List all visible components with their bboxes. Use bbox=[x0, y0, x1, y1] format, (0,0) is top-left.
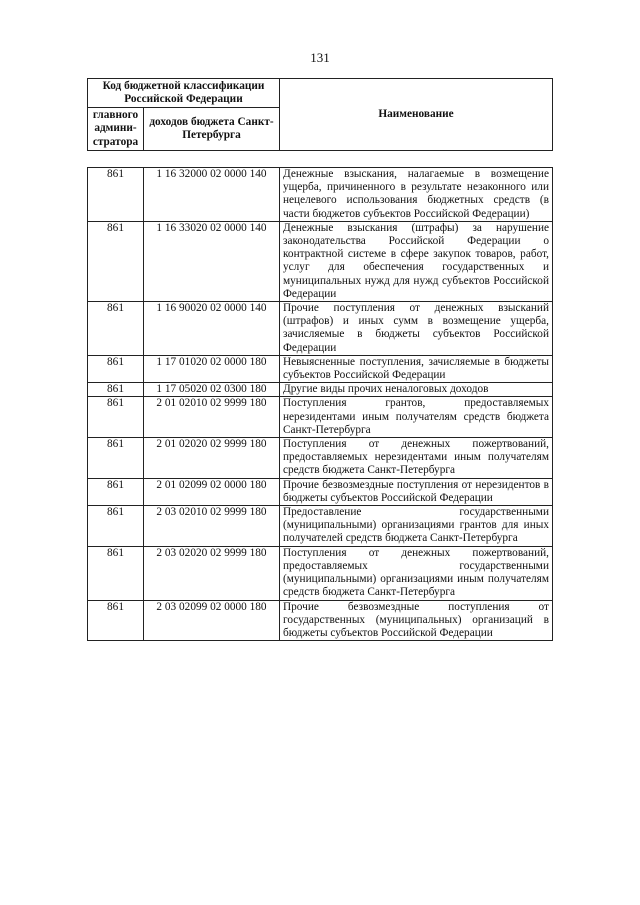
income-code-cell: 2 03 02010 02 9999 180 bbox=[144, 506, 280, 547]
admin-code-cell: 861 bbox=[88, 221, 144, 301]
header-income-column: доходов бюджета Санкт-Петербурга bbox=[144, 108, 280, 151]
name-cell: Поступления грантов, предоставляемых нерезидентами иным получателям средств бюджета Санкт-Петербурга bbox=[280, 397, 553, 438]
table-row bbox=[88, 302, 553, 356]
name-cell: Невыясненные поступления, зачисляемые в бюджеты субъектов Российской Федерации bbox=[280, 355, 553, 382]
table-row bbox=[88, 355, 553, 382]
admin-code-cell: 861 bbox=[88, 302, 144, 356]
income-code-cell: 1 16 90020 02 0000 140 bbox=[144, 302, 280, 356]
income-code-cell: 1 17 01020 02 0000 180 bbox=[144, 355, 280, 382]
admin-code-cell: 861 bbox=[88, 383, 144, 397]
name-cell: Поступления от денежных пожертвований, предоставляемых нерезидентами иным получателям средств бюджета Санкт-Петербурга bbox=[280, 438, 553, 479]
income-code-cell: 2 01 02020 02 9999 180 bbox=[144, 438, 280, 479]
table-body bbox=[88, 168, 553, 641]
table-row bbox=[88, 600, 553, 641]
admin-code-cell: 861 bbox=[88, 397, 144, 438]
table-row bbox=[88, 506, 553, 547]
page-number: 131 bbox=[310, 50, 330, 65]
header-row-group bbox=[88, 79, 553, 108]
income-code-cell: 2 01 02010 02 9999 180 bbox=[144, 397, 280, 438]
income-code-cell: 2 03 02099 02 0000 180 bbox=[144, 600, 280, 641]
name-cell: Поступления от денежных пожертвований, предоставляемых государственными (муниципальными) организациями иным получателям средств бюджета Санкт-Петербурга bbox=[280, 546, 553, 600]
table-header bbox=[87, 78, 553, 151]
table-row bbox=[88, 478, 553, 505]
name-cell: Прочие поступления от денежных взысканий (штрафов) и иных сумм в возмещение ущерба, зачисляемые в бюджеты субъектов Российской Федерации bbox=[280, 302, 553, 356]
income-code-cell: 1 16 32000 02 0000 140 bbox=[144, 168, 280, 222]
income-code-cell: 1 16 33020 02 0000 140 bbox=[144, 221, 280, 301]
admin-code-cell: 861 bbox=[88, 478, 144, 505]
admin-code-cell: 861 bbox=[88, 168, 144, 222]
income-code-cell: 2 01 02099 02 0000 180 bbox=[144, 478, 280, 505]
table-row bbox=[88, 438, 553, 479]
table-row bbox=[88, 546, 553, 600]
table-row bbox=[88, 383, 553, 397]
admin-code-cell: 861 bbox=[88, 355, 144, 382]
header-name-column: Наименование bbox=[280, 79, 553, 151]
name-cell: Предоставление государственными (муниципальными) организациями грантов для иных получателей средств бюджета Санкт-Петербурга bbox=[280, 506, 553, 547]
name-cell: Прочие безвозмездные поступления от государственных (муниципальных) организаций в бюджеты субъектов Российской Федерации bbox=[280, 600, 553, 641]
name-cell: Другие виды прочих неналоговых доходов bbox=[280, 383, 553, 397]
table-row bbox=[88, 168, 553, 222]
classification-table bbox=[87, 167, 553, 641]
admin-code-cell: 861 bbox=[88, 600, 144, 641]
name-cell: Прочие безвозмездные поступления от нерезидентов в бюджеты субъектов Российской Федерации bbox=[280, 478, 553, 505]
table-row bbox=[88, 221, 553, 301]
income-code-cell: 1 17 05020 02 0300 180 bbox=[144, 383, 280, 397]
name-cell: Денежные взыскания (штрафы) за нарушение законодательства Российской Федерации о контрактной системе в сфере закупок товаров, работ, услуг для обеспечения государственных и муниципальных нужд для нужд субъектов Российской Федерации bbox=[280, 221, 553, 301]
admin-code-cell: 861 bbox=[88, 506, 144, 547]
admin-code-cell: 861 bbox=[88, 438, 144, 479]
admin-code-cell: 861 bbox=[88, 546, 144, 600]
income-code-cell: 2 03 02020 02 9999 180 bbox=[144, 546, 280, 600]
header-group-title: Код бюджетной классификации Российской Федерации bbox=[88, 79, 280, 108]
name-cell: Денежные взыскания, налагаемые в возмещение ущерба, причиненного в результате незаконного или нецелевого использования бюджетных средств (в части бюджетов субъектов Российской Федерации) bbox=[280, 168, 553, 222]
header-admin-column: главного админи-стратора bbox=[88, 108, 144, 151]
table-row bbox=[88, 397, 553, 438]
